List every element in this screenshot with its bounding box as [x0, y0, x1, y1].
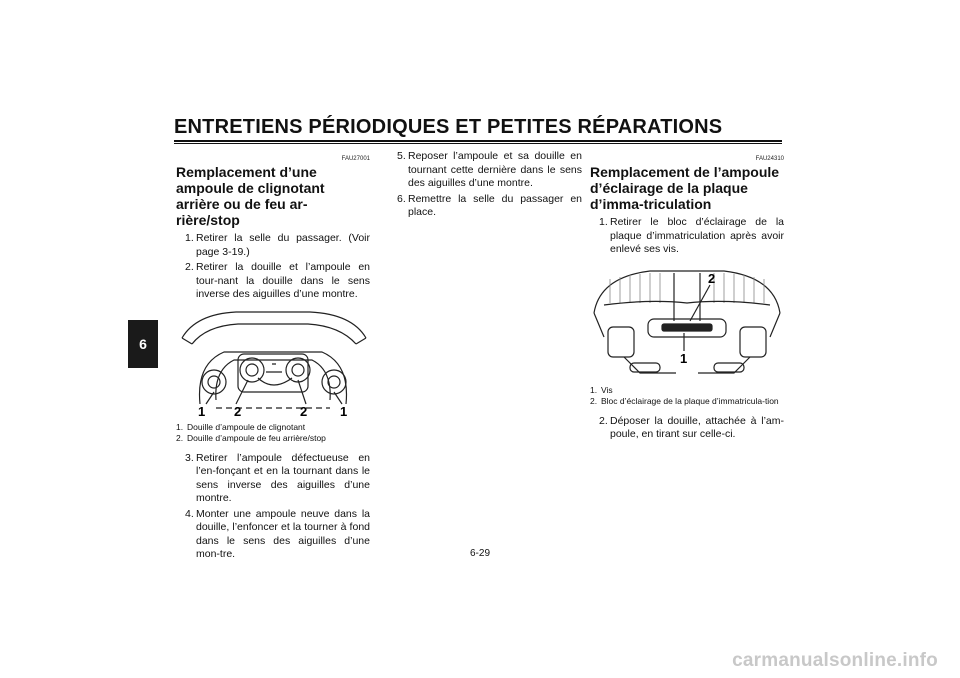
step-text: Retirer la selle du passager. (Voir page 3-19.) — [196, 232, 370, 258]
figure-label: 2 — [300, 403, 308, 418]
figure-caption — [590, 385, 784, 407]
header-rule — [174, 140, 782, 142]
section-heading: Remplacement de l’ampoule d’éclairage de la plaque d’imma-triculation — [590, 164, 780, 212]
step-item — [388, 150, 582, 191]
page-number: 6-29 — [469, 548, 490, 559]
step-number: 5. — [397, 150, 406, 162]
license-light-figure — [590, 263, 784, 381]
step-text: Reposer l’ampoule et sa douille en tournant cette dernière dans le sens des aiguilles d’une montre. — [408, 150, 582, 189]
page-header-title: ENTRETIENS PÉRIODIQUES ET PETITES RÉPARATIONS — [174, 116, 723, 138]
caption-number: 2. — [176, 432, 184, 443]
step-item — [176, 232, 370, 259]
caption-line — [176, 422, 370, 433]
step-item — [388, 193, 582, 220]
watermark: carmanualsonline.info — [732, 650, 938, 671]
right-column — [590, 150, 784, 444]
section-heading: Remplacement d’une ampoule de clignotant arrière ou de feu ar-rière/stop — [176, 164, 325, 228]
figure-label: 2 — [708, 270, 716, 286]
figure-caption — [176, 422, 370, 444]
figure-label: 1 — [340, 403, 348, 418]
step-number: 6. — [397, 192, 406, 205]
figure-label: 2 — [234, 403, 242, 418]
step-number: 1. — [185, 232, 194, 244]
chapter-tab: 6 — [128, 320, 158, 368]
step-item — [590, 216, 784, 257]
step-item — [176, 261, 370, 302]
caption-text: Douille d’ampoule de feu arrière/stop — [187, 432, 326, 443]
section-code: FAU27001 — [341, 156, 370, 162]
step-text: Retirer le bloc d’éclairage de la plaque d’immatriculation après avoir enlevé ses vis. — [610, 216, 784, 255]
tail-light-figure — [176, 308, 370, 418]
middle-column — [388, 150, 582, 222]
caption-text: Vis — [601, 384, 613, 395]
step-number: 1. — [599, 216, 608, 228]
figure-label: 1 — [198, 403, 206, 418]
caption-line — [176, 433, 370, 444]
step-number: 2. — [599, 414, 608, 427]
step-item — [176, 452, 370, 506]
figure-label: 1 — [680, 350, 688, 366]
caption-text: Douille d’ampoule de clignotant — [187, 421, 306, 432]
caption-number: 1. — [590, 384, 598, 395]
step-text: Déposer la douille, attachée à l’am-poule, en tirant sur celle-ci. — [610, 414, 784, 440]
section-code: FAU24310 — [755, 156, 784, 162]
step-text: Retirer l’ampoule défectueuse en l’en-fonçant et en la tournant dans le sens inverse des aiguilles d’une montre. — [196, 451, 370, 504]
step-number: 3. — [185, 451, 194, 464]
caption-number: 1. — [176, 421, 184, 432]
step-text: Retirer la douille et l’ampoule en tour-nant la douille dans le sens inverse des aiguilles d’une montre. — [196, 261, 370, 300]
step-number: 4. — [185, 507, 194, 520]
step-text: Remettre la selle du passager en place. — [408, 192, 582, 218]
left-column — [176, 150, 370, 564]
caption-number: 2. — [590, 395, 598, 406]
caption-line — [590, 385, 784, 396]
header-rule-thin — [174, 143, 782, 144]
step-item — [590, 415, 784, 442]
step-number: 2. — [185, 261, 194, 273]
caption-text: Bloc d’éclairage de la plaque d’immatricula-tion — [601, 395, 779, 406]
step-text: Monter une ampoule neuve dans la douille, l’enfoncer et la tourner à fond dans le sens des aiguilles d’une mon-tre. — [196, 507, 370, 560]
caption-line — [590, 396, 784, 407]
